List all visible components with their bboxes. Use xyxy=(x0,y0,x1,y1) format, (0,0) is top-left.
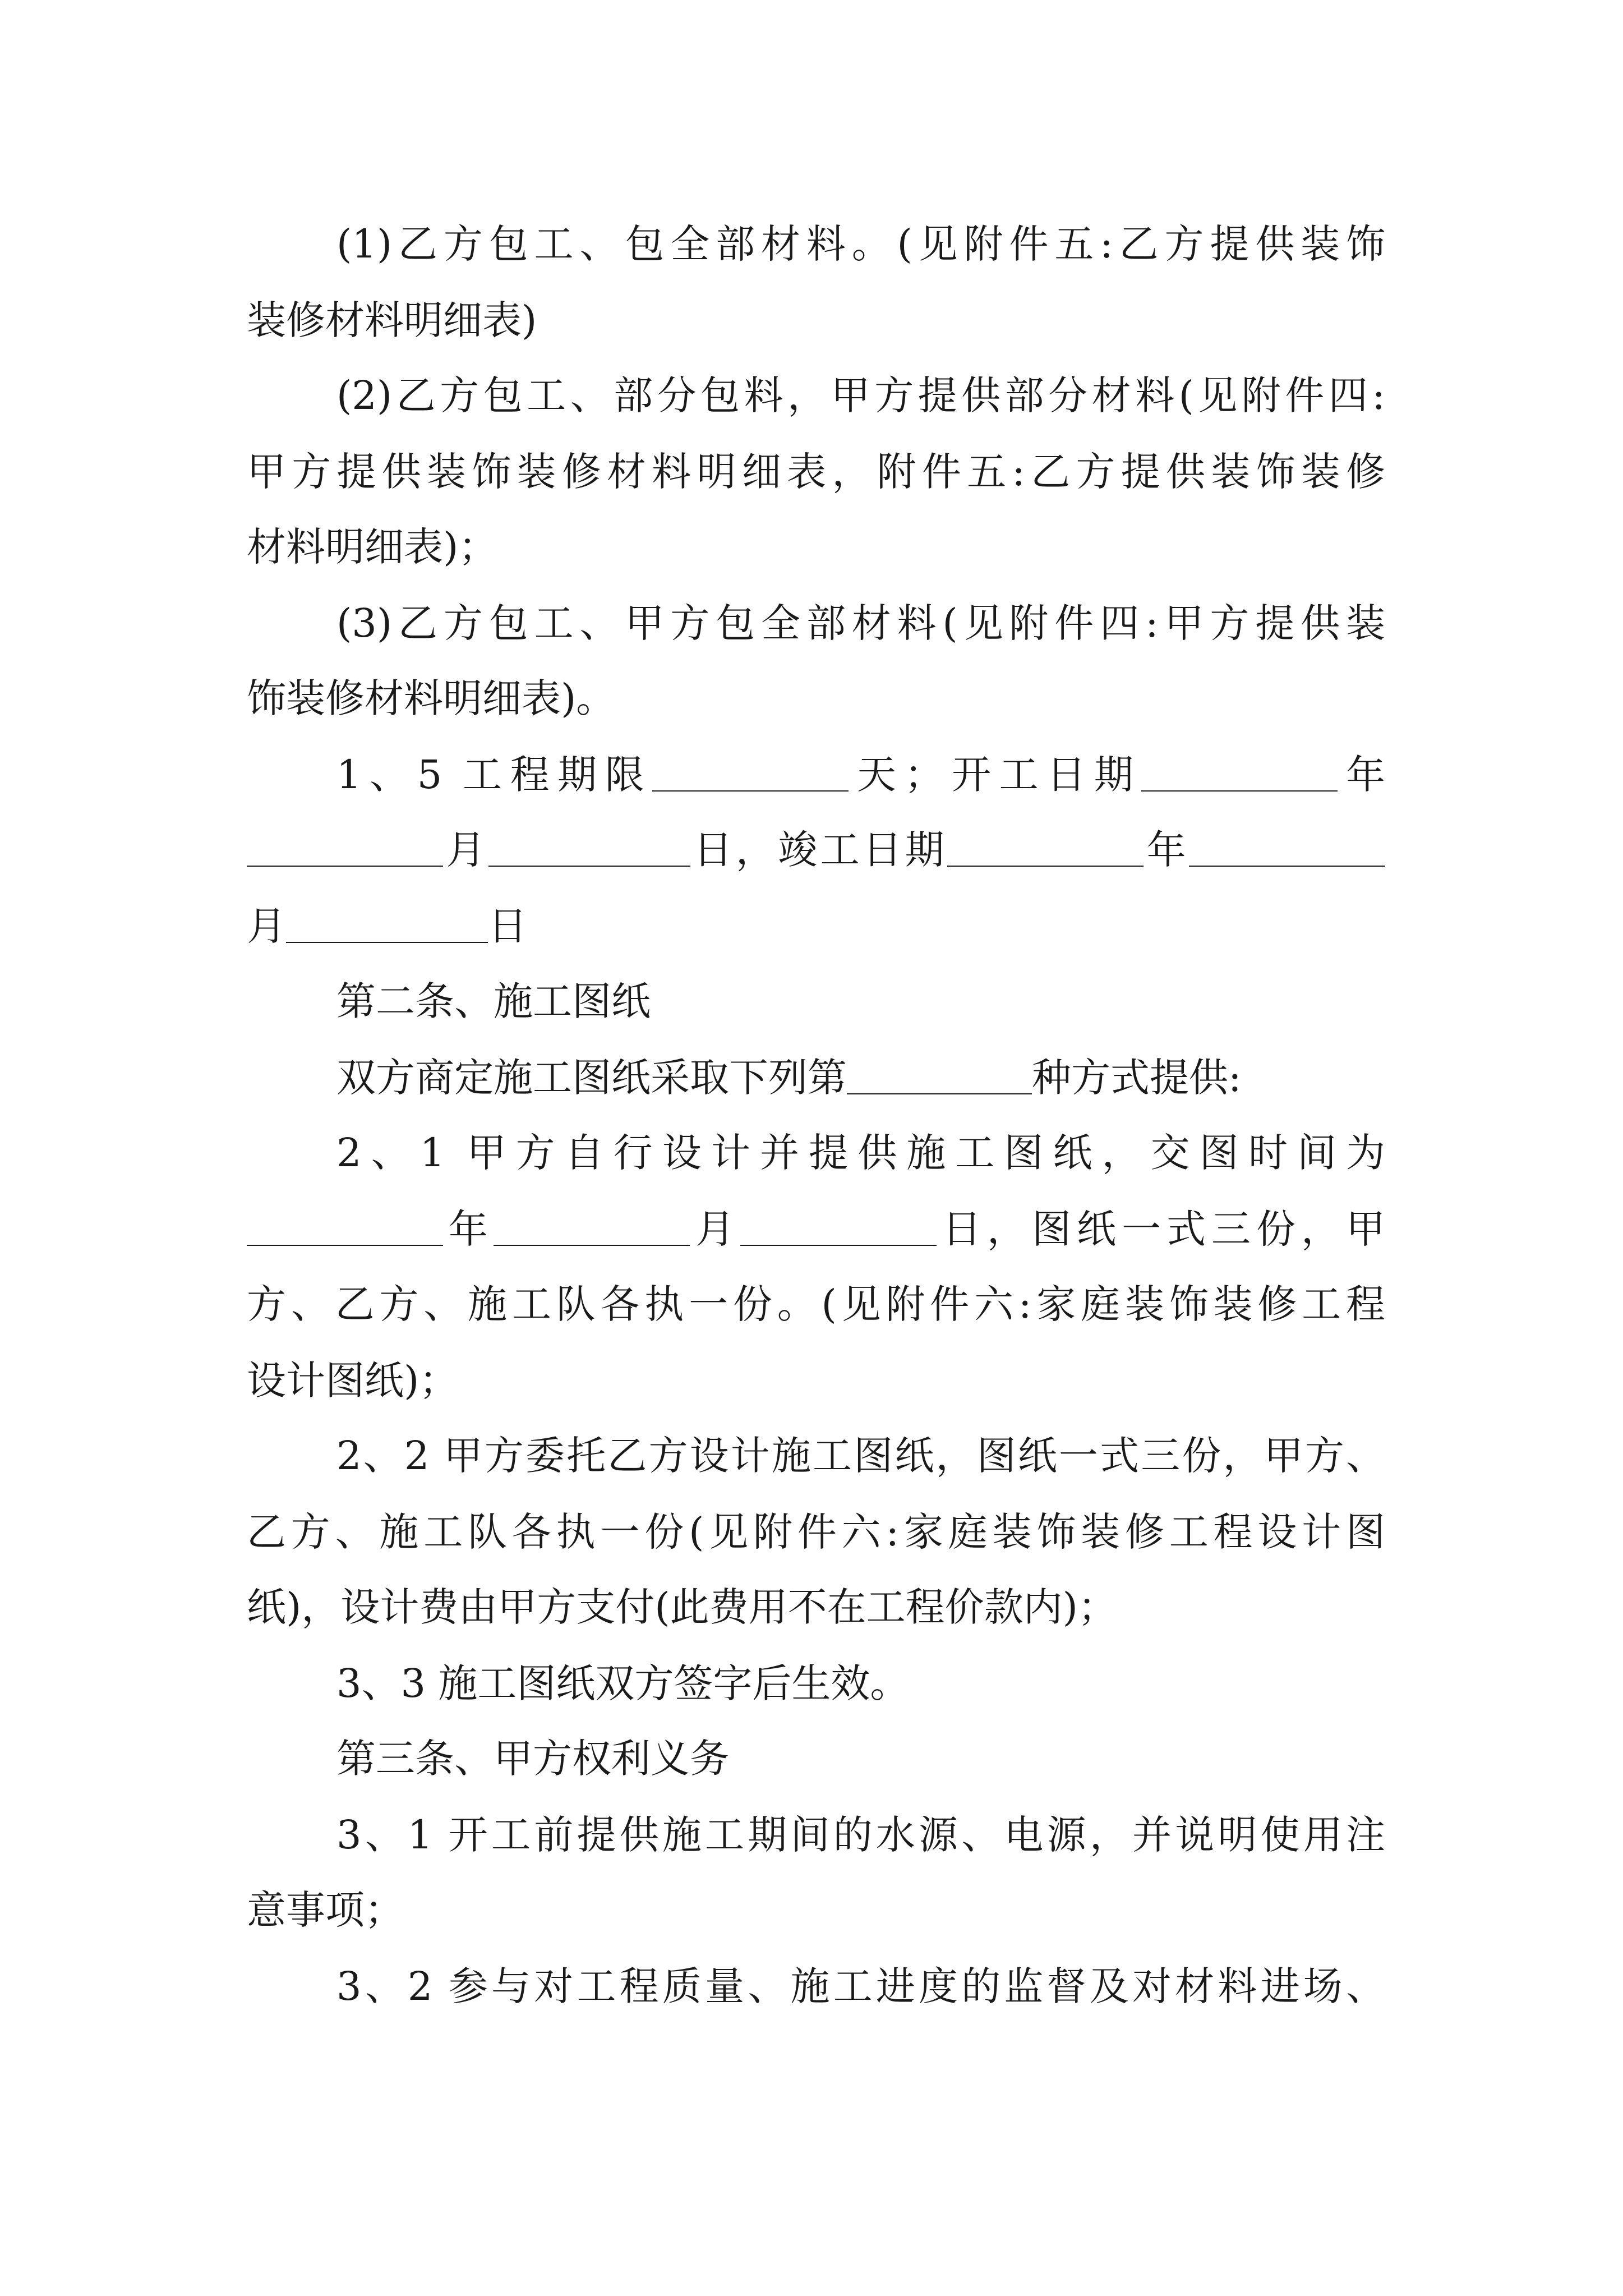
document-page xyxy=(247,0,1385,2296)
material-option-2-line-3: 材料明细表)； xyxy=(247,524,498,570)
item-2-2-line-1: 2、2 甲方委托乙方设计施工图纸，图纸一式三份，甲方、 xyxy=(336,1433,1385,1479)
article-3-heading: 第三条、甲方权利义务 xyxy=(336,1736,729,1782)
drawing-day-rest: 日，图纸一式三份，甲 xyxy=(937,1206,1385,1252)
article-2-heading: 第二条、施工图纸 xyxy=(336,978,651,1024)
material-option-2-line-1: (2)乙方包工、部分包料，甲方提供部分材料(见附件四: xyxy=(336,372,1385,418)
material-option-3-line-2: 饰装修材料明细表)。 xyxy=(247,675,616,721)
construction-period-line-1 xyxy=(336,744,1385,806)
item-3-2-line-1: 3、2 参与对工程质量、施工进度的监督及对材料进场、 xyxy=(336,1963,1385,2009)
completion-date-label: 日，竣工日期 xyxy=(690,827,948,873)
start-month-unit: 月 xyxy=(443,827,488,873)
item-2-2-line-3: 纸)，设计费由甲方支付(此费用不在工程价款内)； xyxy=(247,1584,1117,1630)
start-year-blank[interactable] xyxy=(1141,751,1338,792)
item-3-1-line-1: 3、1 开工前提供施工期间的水源、电源，并说明使用注 xyxy=(336,1812,1385,1858)
item-2-1-line-3: 方、乙方、施工队各执一份。(见附件六:家庭装饰装修工程 xyxy=(247,1281,1385,1327)
article-2-intro-text: 双方商定施工图纸采取下列第 xyxy=(336,1055,847,1101)
start-year-unit: 年 xyxy=(1338,752,1385,798)
item-3-3: 3、3 施工图纸双方签字后生效。 xyxy=(336,1660,910,1706)
construction-period-line-3 xyxy=(247,895,1385,957)
material-option-3-line-1: (3)乙方包工、甲方包全部材料(见附件四:甲方提供装 xyxy=(336,600,1385,646)
start-day-blank[interactable] xyxy=(488,826,690,867)
article-2-intro xyxy=(336,1047,1385,1108)
start-month-blank[interactable] xyxy=(247,826,443,867)
article-2-intro-end: 种方式提供: xyxy=(1032,1055,1242,1101)
drawing-month-unit: 月 xyxy=(690,1206,740,1252)
drawing-month-blank[interactable] xyxy=(494,1205,690,1246)
end-year-unit: 年 xyxy=(1144,827,1189,873)
material-option-1-line-1: (1)乙方包工、包全部材料。(见附件五:乙方提供装饰 xyxy=(336,221,1385,267)
drawing-year-unit: 年 xyxy=(443,1206,494,1252)
period-days-blank[interactable] xyxy=(652,751,849,792)
material-option-2-line-2: 甲方提供装饰装修材料明细表，附件五:乙方提供装饰装修 xyxy=(247,449,1385,495)
material-option-1-line-2: 装修材料明细表) xyxy=(247,297,537,343)
construction-period-label: 1、5 工程期限 xyxy=(336,752,653,798)
end-year-blank[interactable] xyxy=(947,826,1144,867)
end-day-unit: 日 xyxy=(488,903,527,949)
end-day-blank[interactable] xyxy=(286,903,488,943)
item-2-1-line-1: 2、1 甲方自行设计并提供施工图纸，交图时间为 xyxy=(336,1130,1385,1176)
construction-period-line-2 xyxy=(247,819,1385,881)
start-date-label: 天；开工日期 xyxy=(849,752,1142,798)
end-month-unit: 月 xyxy=(247,903,286,949)
end-month-blank[interactable] xyxy=(1189,826,1385,867)
method-number-blank[interactable] xyxy=(847,1054,1032,1094)
item-2-1-line-4: 设计图纸)； xyxy=(247,1358,459,1404)
item-2-1-line-2 xyxy=(247,1198,1385,1260)
drawing-day-blank[interactable] xyxy=(740,1205,937,1246)
item-2-2-line-2: 乙方、施工队各执一份(见附件六:家庭装饰装修工程设计图 xyxy=(247,1509,1385,1555)
item-3-1-line-2: 意事项； xyxy=(247,1887,404,1933)
drawing-year-blank[interactable] xyxy=(247,1205,443,1246)
